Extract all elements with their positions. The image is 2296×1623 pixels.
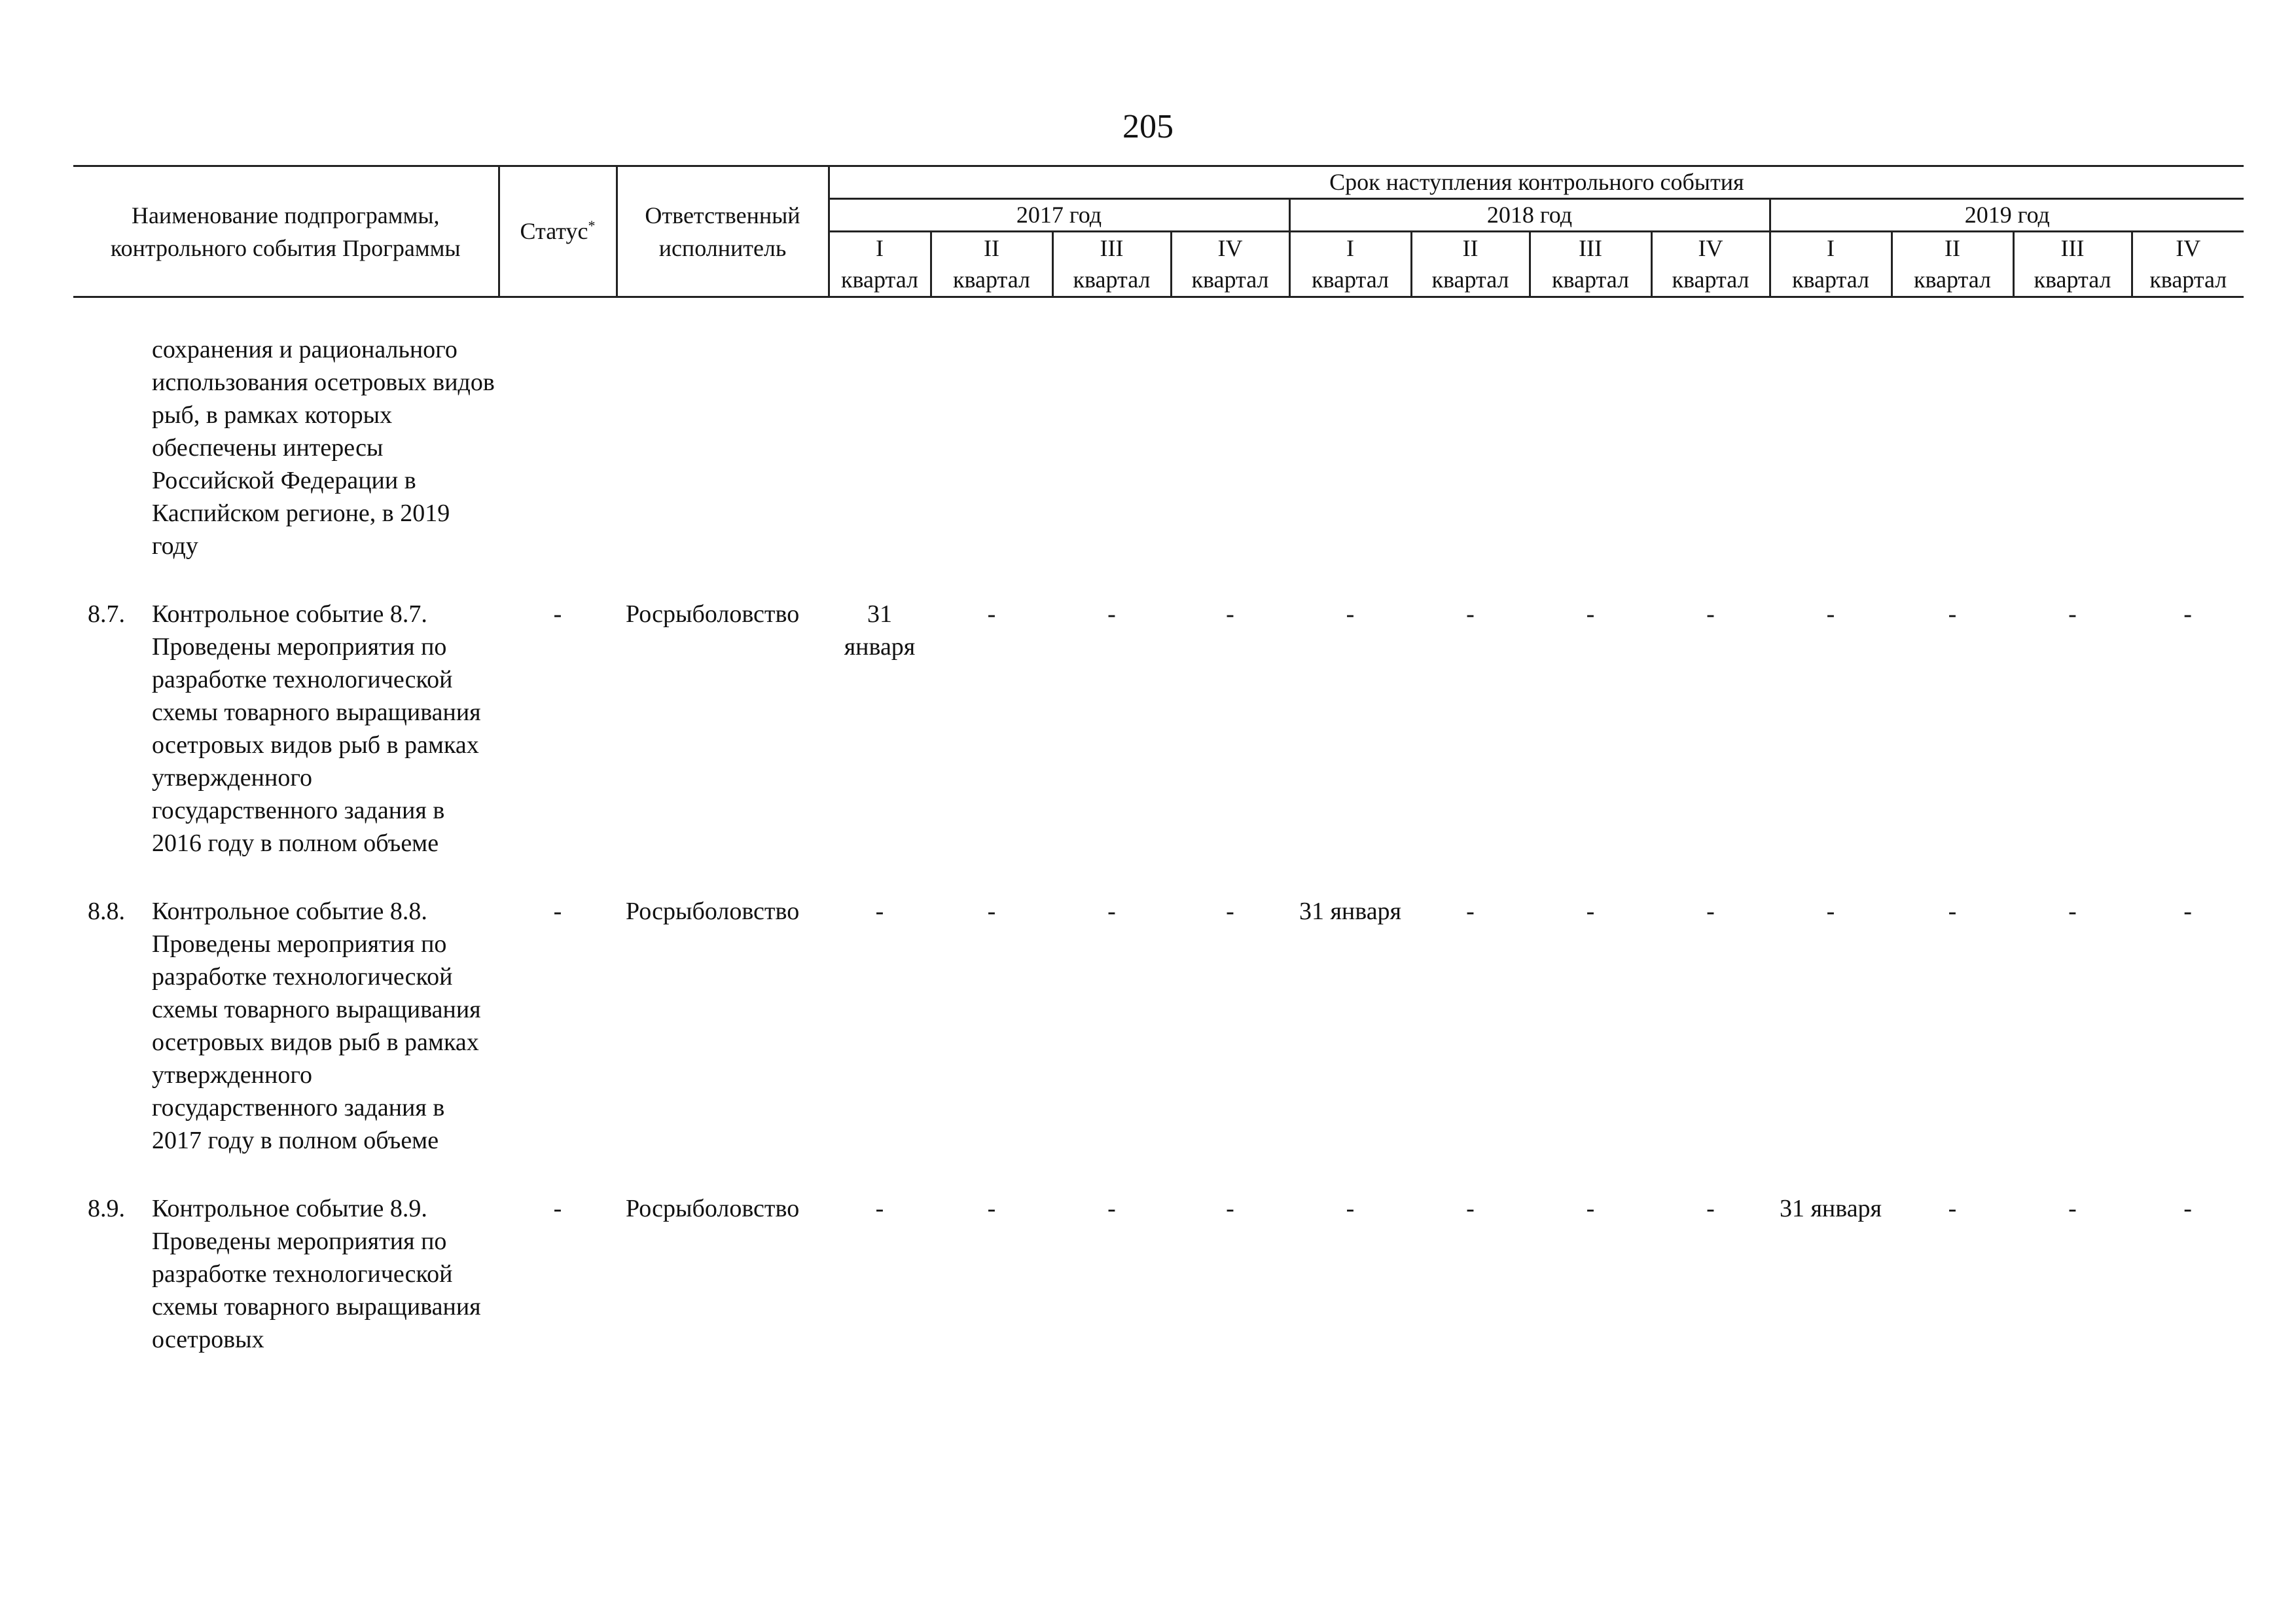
- quarter-cell: -: [2068, 898, 2077, 925]
- responsible-cell: Росрыболовство: [626, 600, 800, 628]
- control-events-table: [73, 165, 2244, 1356]
- page-number: 205: [1122, 108, 1174, 145]
- quarter-cell: -: [987, 898, 996, 925]
- header-quarter-word: квартал: [1171, 264, 1289, 297]
- header-quarter-numeral: II: [1892, 232, 2013, 264]
- quarter-cell: -: [2183, 1195, 2192, 1222]
- status-cell: -: [553, 898, 562, 925]
- header-quarter-numeral: I: [1289, 232, 1411, 264]
- header-quarter-numeral: I: [829, 232, 931, 264]
- header-quarter-word: квартал: [1411, 264, 1530, 297]
- quarter-cell: -: [1107, 1195, 1116, 1222]
- header-quarter-word: квартал: [1052, 264, 1171, 297]
- quarter-cell: -: [1706, 600, 1715, 628]
- header-quarter-numeral: II: [1411, 232, 1530, 264]
- quarter-cell: -: [1948, 600, 1957, 628]
- event-cell: [73, 895, 499, 1157]
- responsible-cell: Росрыболовство: [626, 898, 800, 925]
- quarter-cell: -: [1586, 898, 1595, 925]
- header-name: Наименование подпрограммы, контрольного события Программы: [73, 166, 499, 297]
- quarter-cell: -: [1226, 898, 1234, 925]
- quarter-cell: -: [1826, 600, 1835, 628]
- header-quarter-word: квартал: [1289, 264, 1411, 297]
- header-deadline-group: Срок наступления контрольного события: [829, 166, 2244, 199]
- table-row: [73, 598, 2244, 860]
- header-status-mark: *: [588, 217, 596, 234]
- header-year-3: 2019 год: [1770, 199, 2244, 232]
- quarter-cell: -: [1107, 898, 1116, 925]
- event-name: Контрольное событие 8.9. Проведены мероприятия по разработке технологической схемы товарного выращивания осетровых: [152, 1195, 481, 1353]
- header-quarter-word: квартал: [1530, 264, 1651, 297]
- header-quarter-numeral: III: [1052, 232, 1171, 264]
- quarter-cell: -: [987, 1195, 996, 1222]
- quarter-cell: 31 января: [1299, 898, 1402, 925]
- quarter-cell: -: [1107, 600, 1116, 628]
- event-cell: [73, 598, 499, 860]
- header-quarter-numeral: III: [1530, 232, 1651, 264]
- responsible-cell: Росрыболовство: [626, 1195, 800, 1222]
- quarter-cell: 31 января: [1779, 1195, 1882, 1222]
- event-cell: [73, 1192, 499, 1356]
- header-quarter-word: квартал: [2132, 264, 2244, 297]
- quarter-cell: -: [1346, 600, 1355, 628]
- quarter-cell: 31 января: [844, 600, 916, 661]
- quarter-cell: -: [1706, 1195, 1715, 1222]
- quarter-cell: -: [1346, 1195, 1355, 1222]
- quarter-cell: -: [1226, 600, 1234, 628]
- header-quarter-word: квартал: [829, 264, 931, 297]
- quarter-cell: -: [2068, 600, 2077, 628]
- header-quarter-numeral: I: [1770, 232, 1892, 264]
- event-name: Контрольное событие 8.7. Проведены мероприятия по разработке технологической схемы товарного выращивания осетровых видов рыб в рамках утвержденного государственного задания в 2016 году в полном объеме: [152, 600, 481, 857]
- status-cell: -: [553, 600, 562, 628]
- header-quarter-numeral: IV: [1651, 232, 1770, 264]
- quarter-cell: -: [875, 898, 884, 925]
- header-responsible: Ответственный исполнитель: [617, 166, 829, 297]
- quarter-cell: -: [1826, 898, 1835, 925]
- quarter-cell: -: [1466, 898, 1475, 925]
- header-quarter-numeral: IV: [1171, 232, 1289, 264]
- header-quarter-word: квартал: [931, 264, 1052, 297]
- header-quarter-word: квартал: [1770, 264, 1892, 297]
- continuation-row: [73, 333, 2244, 562]
- header-quarter-word: квартал: [1651, 264, 1770, 297]
- quarter-cell: -: [2068, 1195, 2077, 1222]
- header-quarter-numeral: II: [931, 232, 1052, 264]
- quarter-cell: -: [1466, 600, 1475, 628]
- event-number: 8.8.: [88, 898, 125, 925]
- continuation-text: сохранения и рационального использования осетровых видов рыб, в рамках которых обеспечены интересы Российской Федерации в Каспийском регионе, в 2019 году: [152, 336, 495, 560]
- header-quarter-numeral: IV: [2132, 232, 2244, 264]
- header-quarter-numeral: III: [2013, 232, 2132, 264]
- table-row: [73, 1192, 2244, 1356]
- header-year-1: 2017 год: [829, 199, 1289, 232]
- quarter-cell: -: [2183, 600, 2192, 628]
- header-status-label: Статус: [520, 218, 588, 245]
- event-number: 8.7.: [88, 600, 125, 628]
- quarter-cell: -: [1586, 600, 1595, 628]
- quarter-cell: -: [987, 600, 996, 628]
- header-status: [499, 166, 617, 297]
- header-year-2: 2018 год: [1289, 199, 1770, 232]
- quarter-cell: -: [875, 1195, 884, 1222]
- quarter-cell: -: [1466, 1195, 1475, 1222]
- quarter-cell: -: [1226, 1195, 1234, 1222]
- header-quarter-word: квартал: [2013, 264, 2132, 297]
- quarter-cell: -: [1586, 1195, 1595, 1222]
- quarter-cell: -: [1948, 1195, 1957, 1222]
- event-name: Контрольное событие 8.8. Проведены мероприятия по разработке технологической схемы товарного выращивания осетровых видов рыб в рамках утвержденного государственного задания в 2017 году в полном объеме: [152, 898, 481, 1154]
- quarter-cell: -: [2183, 898, 2192, 925]
- table-row: [73, 895, 2244, 1157]
- quarter-cell: -: [1948, 898, 1957, 925]
- event-number: 8.9.: [88, 1195, 125, 1222]
- quarter-cell: -: [1706, 898, 1715, 925]
- header-quarter-word: квартал: [1892, 264, 2013, 297]
- status-cell: -: [553, 1195, 562, 1222]
